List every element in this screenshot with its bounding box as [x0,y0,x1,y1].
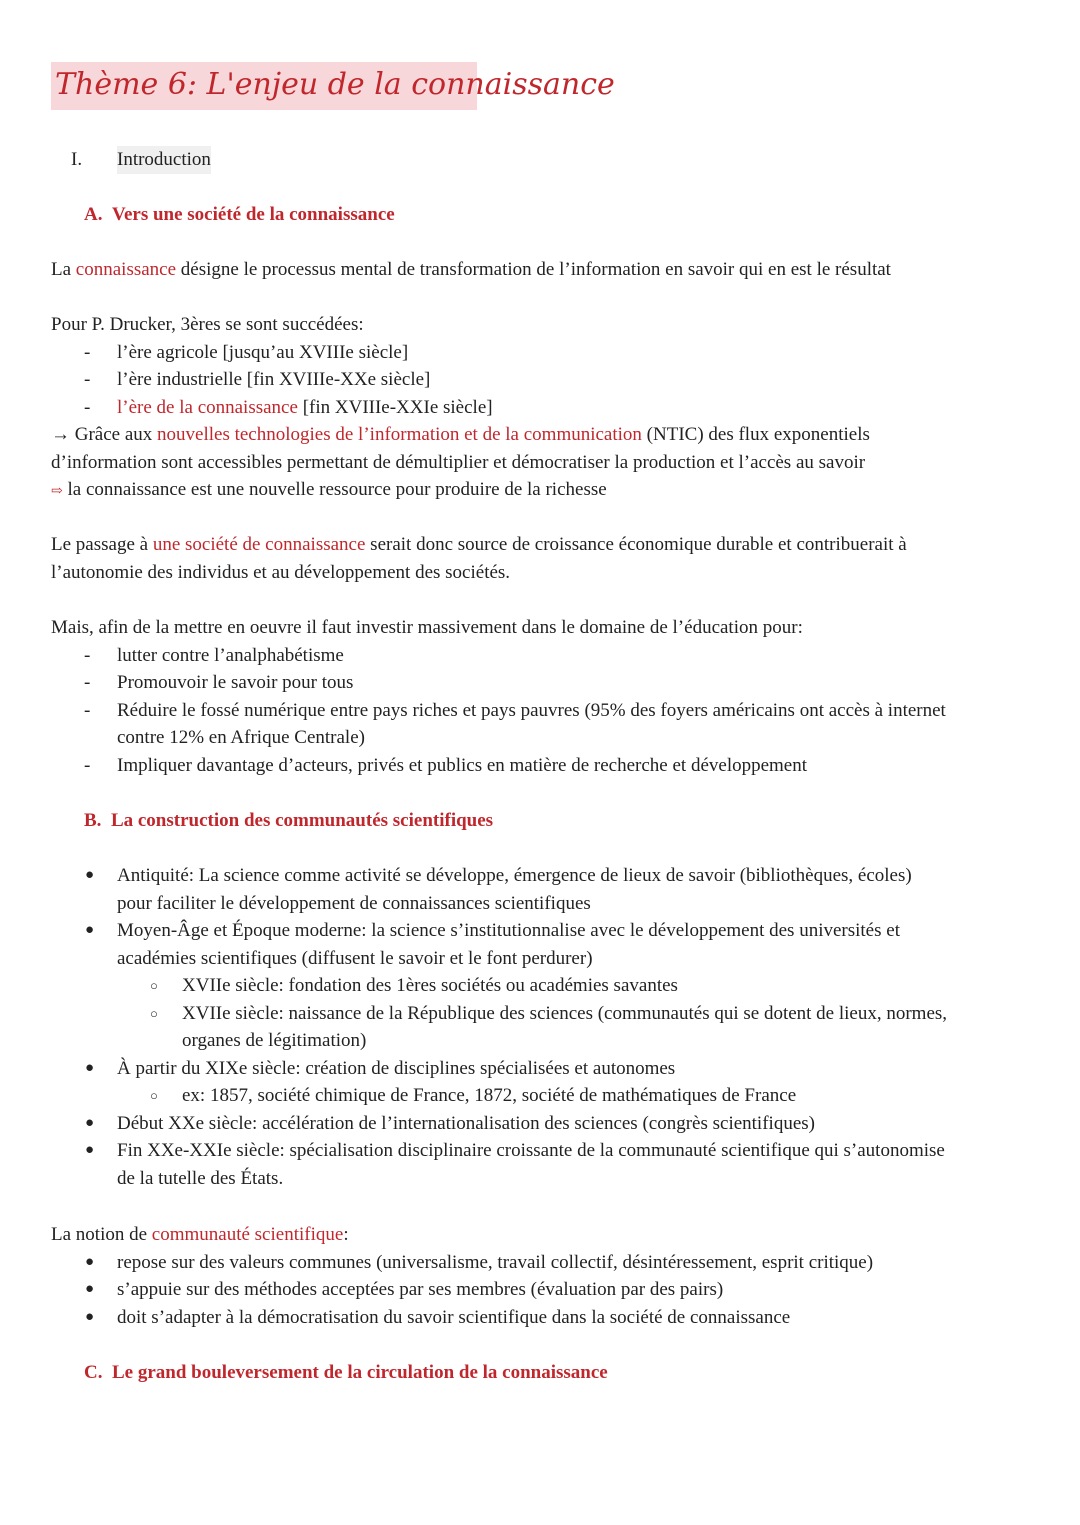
list-item: ○ XVIIe siècle: fondation des 1ères sociétés ou académies savantes [150,975,678,996]
list-item: ● Fin XXe-XXIe siècle: spécialisation disciplinaire croissante de la communauté scientifique qui s’autonomise de la tutelle des États. [85,1140,945,1189]
list-item: ● Antiquité: La science comme activité se développe, émergence de lieux de savoir (bibliothèques, écoles) pour faciliter le développement de connaissances scientifiques [85,865,912,914]
section-title: Introduction [117,146,211,174]
list-item: ○ XVIIe siècle: naissance de la République des sciences (communautés qui se dotent de lieux, normes, organes de légitimation) [150,1002,948,1051]
subsection-a: A. Vers une société de la connaissance [84,204,395,225]
list-item: ● s’appuie sur des méthodes acceptées par ses membres (évaluation par des pairs) [85,1279,724,1300]
title-highlight [51,62,615,110]
list-item: ● repose sur des valeurs communes (universalisme, travail collectif, désintéressement, esprit critique) [85,1251,874,1273]
history-block [51,862,1036,1192]
list-item: ● Début XXe siècle: accélération de l’internationalisation des sciences (congrès scientifiques) [85,1112,815,1134]
passage-paragraph: Le passage à une société de connaissance serait donc source de croissance économique durable et contribuerait à l’autonomie des individus et au développement des sociétés. [51,534,907,583]
drucker-block: Pour P. Drucker, 3ères se sont succédées: - l’ère agricole [jusqu’au XVIIIe siècle] - l’ère industrielle [fin XVIIIe-XXe siècle] - l’ère de la connaissance [fin XVIIIe-XXIe siècle] → Grâce aux nouvelles technologies de l’information et de la communication (NTIC) des flux exponentiels d’information sont accessibles permettant de démultiplier et démocratiser la production et l’accès au savoir ⇨ la connaissance est une nouvelle ressource pour produire de la richesse [51,311,1036,506]
list-item: ● À partir du XIXe siècle: création de disciplines spécialisées et autonomes [85,1057,676,1079]
list-item: - l’ère agricole [jusqu’au XVIIIe siècle] [84,341,409,363]
notion-block: La notion de communauté scientifique: ● repose sur des valeurs communes (universalisme, travail collectif, désintéressement, esprit critique) ● s’appuie sur des méthodes acceptées par ses membres (évaluation par des pairs) ● doit s’adapter à la démocratisation du savoir scientifique dans la société de connaissance [51,1221,1036,1331]
term-connaissance: connaissance [75,259,177,280]
hollow-arrow-icon: ⇨ [51,484,63,499]
subsection-b: B. La construction des communautés scientifiques [84,810,494,831]
list-item: ● doit s’adapter à la démocratisation du savoir scientifique dans la société de connaissance [85,1306,791,1328]
arrow-line: → Grâce aux nouvelles technologies de l’information et de la communication (NTIC) des flux exponentiels [51,424,870,445]
invest-block: Mais, afin de la mettre en oeuvre il faut investir massivement dans le domaine de l’éducation pour: - lutter contre l’analphabétisme - Promouvoir le savoir pour tous - Réduire le fossé numérique entre pays riches et pays pauvres (95% des foyers américains ont accès à internet contre 12% en Afrique Centrale) - Impliquer davantage d’acteurs, privés et publics en matière de recherche et développement [51,614,1036,779]
list-item: ● Moyen-Âge et Époque moderne: la science s’institutionnalise avec le développement des universités et académies scientifiques (diffusent le savoir et le font perdurer) [85,920,900,969]
list-item: - l’ère industrielle [fin XVIIIe-XXe siècle] [84,369,431,390]
definition-paragraph: La connaissance désigne le processus mental de transformation de l’information en savoir qui en est le résultat [51,259,891,280]
list-item: - lutter contre l’analphabétisme [84,644,344,666]
arrow-right-icon: → [51,424,70,445]
list-item: - Réduire le fossé numérique entre pays riches et pays pauvres (95% des foyers américains ont accès à internet contre 12% en Afrique Centrale) [84,699,946,748]
page-title: Thème 6: L'enjeu de la connaissance [55,67,615,102]
section-number: I. [71,149,83,170]
subsection-c: C. Le grand bouleversement de la circulation de la connaissance [84,1362,608,1383]
list-item: - l’ère de la connaissance [fin XVIIIe-XXIe siècle] [84,396,493,418]
list-item: ○ ex: 1857, société chimique de France, 1872, société de mathématiques de France [150,1085,797,1106]
list-item: - Promouvoir le savoir pour tous [84,672,354,693]
list-item: - Impliquer davantage d’acteurs, privés et publics en matière de recherche et développement [84,754,808,776]
